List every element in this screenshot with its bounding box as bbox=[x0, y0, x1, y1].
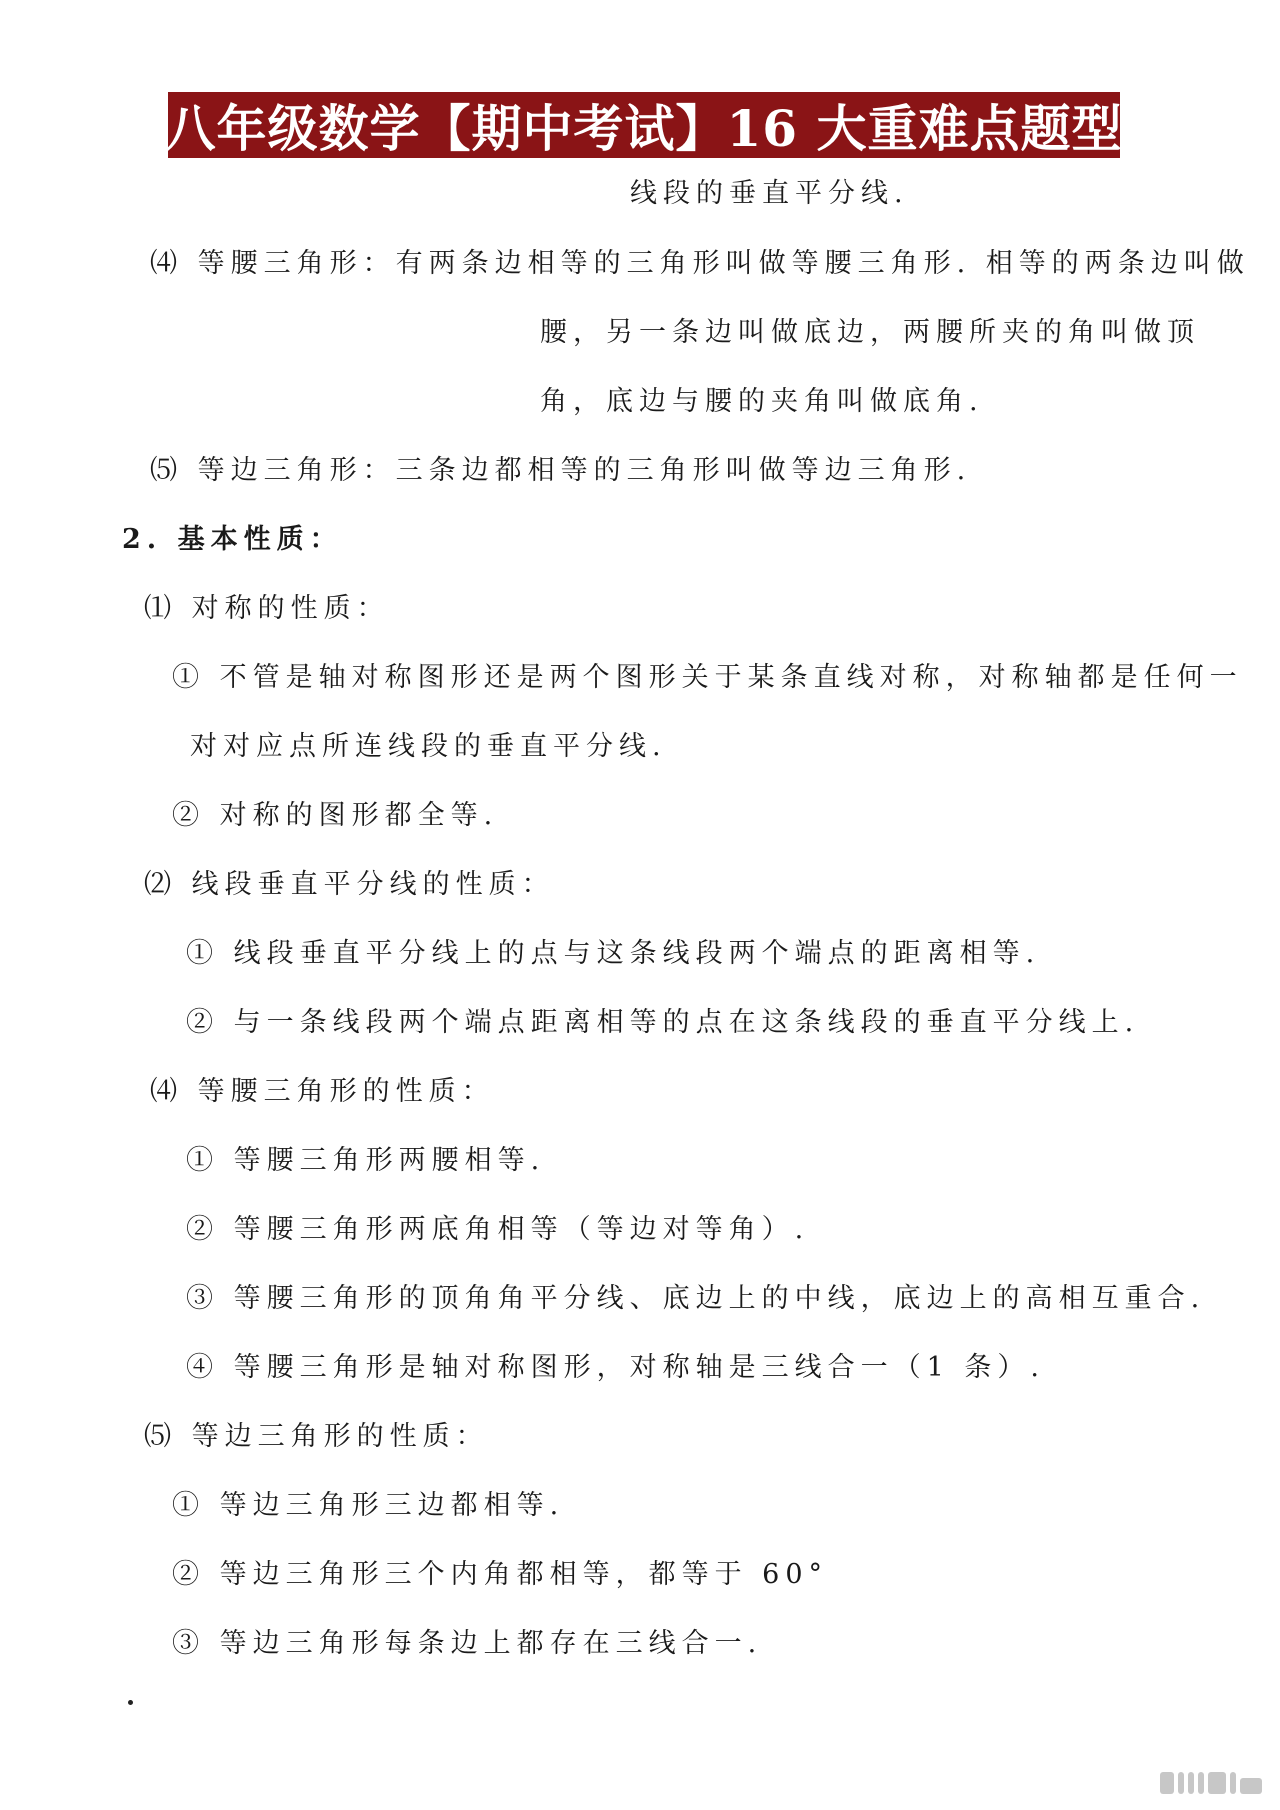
page-title: 八年级数学【期中考试】16 大重难点题型 bbox=[165, 99, 1123, 158]
text-line: ⑷ 等腰三角形的性质： bbox=[150, 1076, 495, 1107]
text-line: 线段的垂直平分线. bbox=[630, 178, 909, 209]
text-line: ① 等腰三角形两腰相等. bbox=[186, 1145, 546, 1176]
text-line: ① 不管是轴对称图形还是两个图形关于某条直线对称，对称轴都是任何一 bbox=[172, 662, 1243, 693]
text-line: ② 对称的图形都全等. bbox=[172, 800, 499, 831]
text-line: ⑴ 对称的性质： bbox=[144, 593, 390, 624]
text-line: ① 等边三角形三边都相等. bbox=[172, 1490, 565, 1521]
text-line: ⑷ 等腰三角形：有两条边相等的三角形叫做等腰三角形. 相等的两条边叫做 bbox=[150, 248, 1250, 279]
text-line: ④ 等腰三角形是轴对称图形，对称轴是三线合一（1 条）. bbox=[186, 1352, 1045, 1383]
text-line: ⑸ 等边三角形的性质： bbox=[144, 1421, 489, 1452]
text-line: 对对应点所连线段的垂直平分线. bbox=[190, 731, 667, 762]
text-line: ① 线段垂直平分线上的点与这条线段两个端点的距离相等. bbox=[186, 938, 1041, 969]
text-line: ③ 等边三角形每条边上都存在三线合一. bbox=[172, 1628, 763, 1659]
text-line: ⑵ 线段垂直平分线的性质： bbox=[144, 869, 555, 900]
text-line: ② 等边三角形三个内角都相等，都等于 60° bbox=[172, 1559, 829, 1590]
text-line: ③ 等腰三角形的顶角角平分线、底边上的中线，底边上的高相互重合. bbox=[186, 1283, 1206, 1314]
section-heading: 2. 基本性质： bbox=[122, 524, 343, 555]
text-line: 腰，另一条边叫做底边，两腰所夹的角叫做顶 bbox=[540, 317, 1200, 348]
text-line: ② 等腰三角形两底角相等（等边对等角）. bbox=[186, 1214, 810, 1245]
title-banner bbox=[165, 92, 1123, 158]
text-line: ② 与一条线段两个端点距离相等的点在这条线段的垂直平分线上. bbox=[186, 1007, 1140, 1038]
stray-dot bbox=[128, 1700, 133, 1705]
text-line: ⑸ 等边三角形：三条边都相等的三角形叫做等边三角形. bbox=[150, 455, 972, 486]
text-line: 角，底边与腰的夹角叫做底角. bbox=[540, 386, 984, 417]
watermark bbox=[1160, 1772, 1262, 1794]
